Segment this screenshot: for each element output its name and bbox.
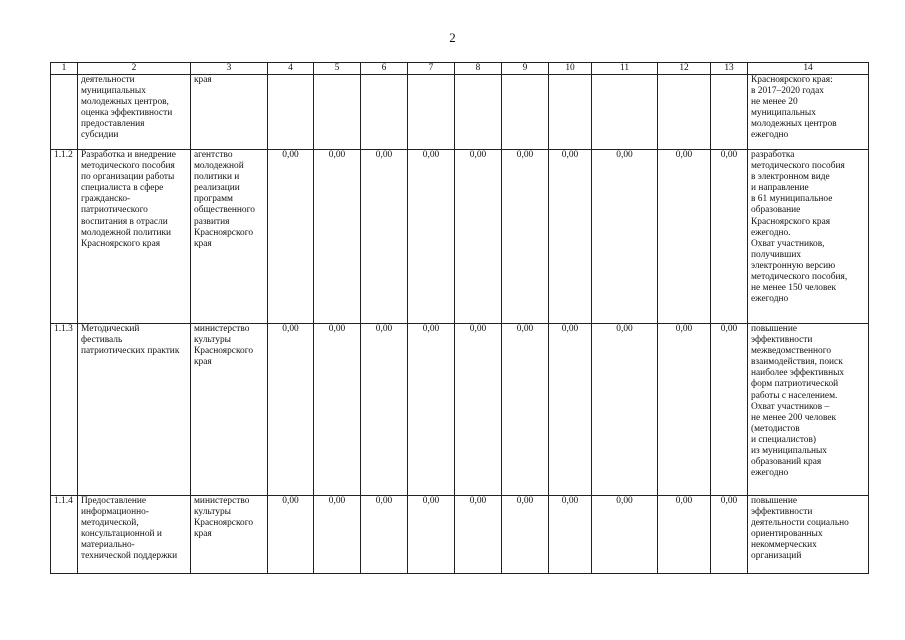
value-cell: 0,00: [361, 324, 408, 496]
value-cell: 0,00: [361, 496, 408, 574]
value-cell: 0,00: [502, 324, 549, 496]
value-cell: 0,00: [658, 150, 711, 324]
value-cell: 0,00: [549, 496, 592, 574]
column-header: 9: [502, 63, 549, 75]
row-code: 1.1.4: [51, 496, 78, 574]
row-name: Разработка и внедрение методического пособия по организации работы специалиста в сфере гражданско- патриотического воспитания в отрасли молодежной политики Красноярского края: [78, 150, 191, 324]
value-cell: 0,00: [711, 324, 748, 496]
row-result: повышение эффективности деятельности социально ориентированных некоммерческих организаций: [748, 496, 869, 574]
value-cell: [361, 75, 408, 150]
value-cell: [502, 75, 549, 150]
value-cell: [314, 75, 361, 150]
column-header: 2: [78, 63, 191, 75]
row-name: Методический фестиваль патриотических практик: [78, 324, 191, 496]
value-cell: 0,00: [549, 324, 592, 496]
row-executor: края: [191, 75, 268, 150]
value-cell: [711, 75, 748, 150]
value-cell: 0,00: [268, 324, 314, 496]
value-cell: [549, 75, 592, 150]
row-name: деятельности муниципальных молодежных центров, оценка эффективности предоставления субсидии: [78, 75, 191, 150]
value-cell: [658, 75, 711, 150]
header-row: [51, 63, 869, 75]
column-header: 8: [455, 63, 502, 75]
row-name: Предоставление информационно- методической, консультационной и материально- технической поддержки: [78, 496, 191, 574]
value-cell: 0,00: [408, 324, 455, 496]
value-cell: 0,00: [361, 150, 408, 324]
row-executor: министерство культуры Красноярского края: [191, 324, 268, 496]
value-cell: [268, 75, 314, 150]
value-cell: 0,00: [502, 496, 549, 574]
column-header: 5: [314, 63, 361, 75]
value-cell: 0,00: [658, 324, 711, 496]
column-header: 6: [361, 63, 408, 75]
value-cell: 0,00: [408, 150, 455, 324]
value-cell: 0,00: [408, 496, 455, 574]
table-row: [51, 324, 869, 496]
row-code: 1.1.2: [51, 150, 78, 324]
value-cell: 0,00: [268, 496, 314, 574]
value-cell: 0,00: [592, 496, 658, 574]
value-cell: 0,00: [455, 496, 502, 574]
value-cell: 0,00: [711, 150, 748, 324]
column-header: 1: [51, 63, 78, 75]
row-result: повышение эффективности межведомственного взаимодействия, поиск наиболее эффективных форм патриотической работы с населением. Охват участников – не менее 200 человек (методистов и специалистов) из муниципальных образований края ежегодно: [748, 324, 869, 496]
table-row: [51, 150, 869, 324]
value-cell: [592, 75, 658, 150]
value-cell: [455, 75, 502, 150]
value-cell: 0,00: [314, 150, 361, 324]
value-cell: 0,00: [549, 150, 592, 324]
value-cell: 0,00: [592, 150, 658, 324]
row-result: Красноярского края: в 2017–2020 годах не менее 20 муниципальных молодежных центров ежегодно: [748, 75, 869, 150]
table-row: [51, 496, 869, 574]
value-cell: 0,00: [592, 324, 658, 496]
row-executor: министерство культуры Красноярского края: [191, 496, 268, 574]
value-cell: 0,00: [314, 324, 361, 496]
value-cell: 0,00: [711, 496, 748, 574]
value-cell: 0,00: [455, 150, 502, 324]
column-header: 10: [549, 63, 592, 75]
table-row: [51, 75, 869, 150]
value-cell: [408, 75, 455, 150]
column-header: 4: [268, 63, 314, 75]
value-cell: 0,00: [455, 324, 502, 496]
row-result: разработка методического пособия в электронном виде и направление в 61 муниципальное образование Красноярского края ежегодно. Охват участников, получивших электронную версию методического пособия, не менее 150 человек ежегодно: [748, 150, 869, 324]
value-cell: 0,00: [268, 150, 314, 324]
value-cell: 0,00: [314, 496, 361, 574]
value-cell: 0,00: [658, 496, 711, 574]
column-header: 14: [748, 63, 869, 75]
row-executor: агентство молодежной политики и реализации программ общественного развития Красноярского края: [191, 150, 268, 324]
column-header: 12: [658, 63, 711, 75]
column-header: 7: [408, 63, 455, 75]
row-code: 1.1.3: [51, 324, 78, 496]
page-number: 2: [449, 30, 456, 45]
row-code: [51, 75, 78, 150]
column-header: 3: [191, 63, 268, 75]
value-cell: 0,00: [502, 150, 549, 324]
activities-table: [50, 62, 869, 574]
column-header: 13: [711, 63, 748, 75]
column-header: 11: [592, 63, 658, 75]
